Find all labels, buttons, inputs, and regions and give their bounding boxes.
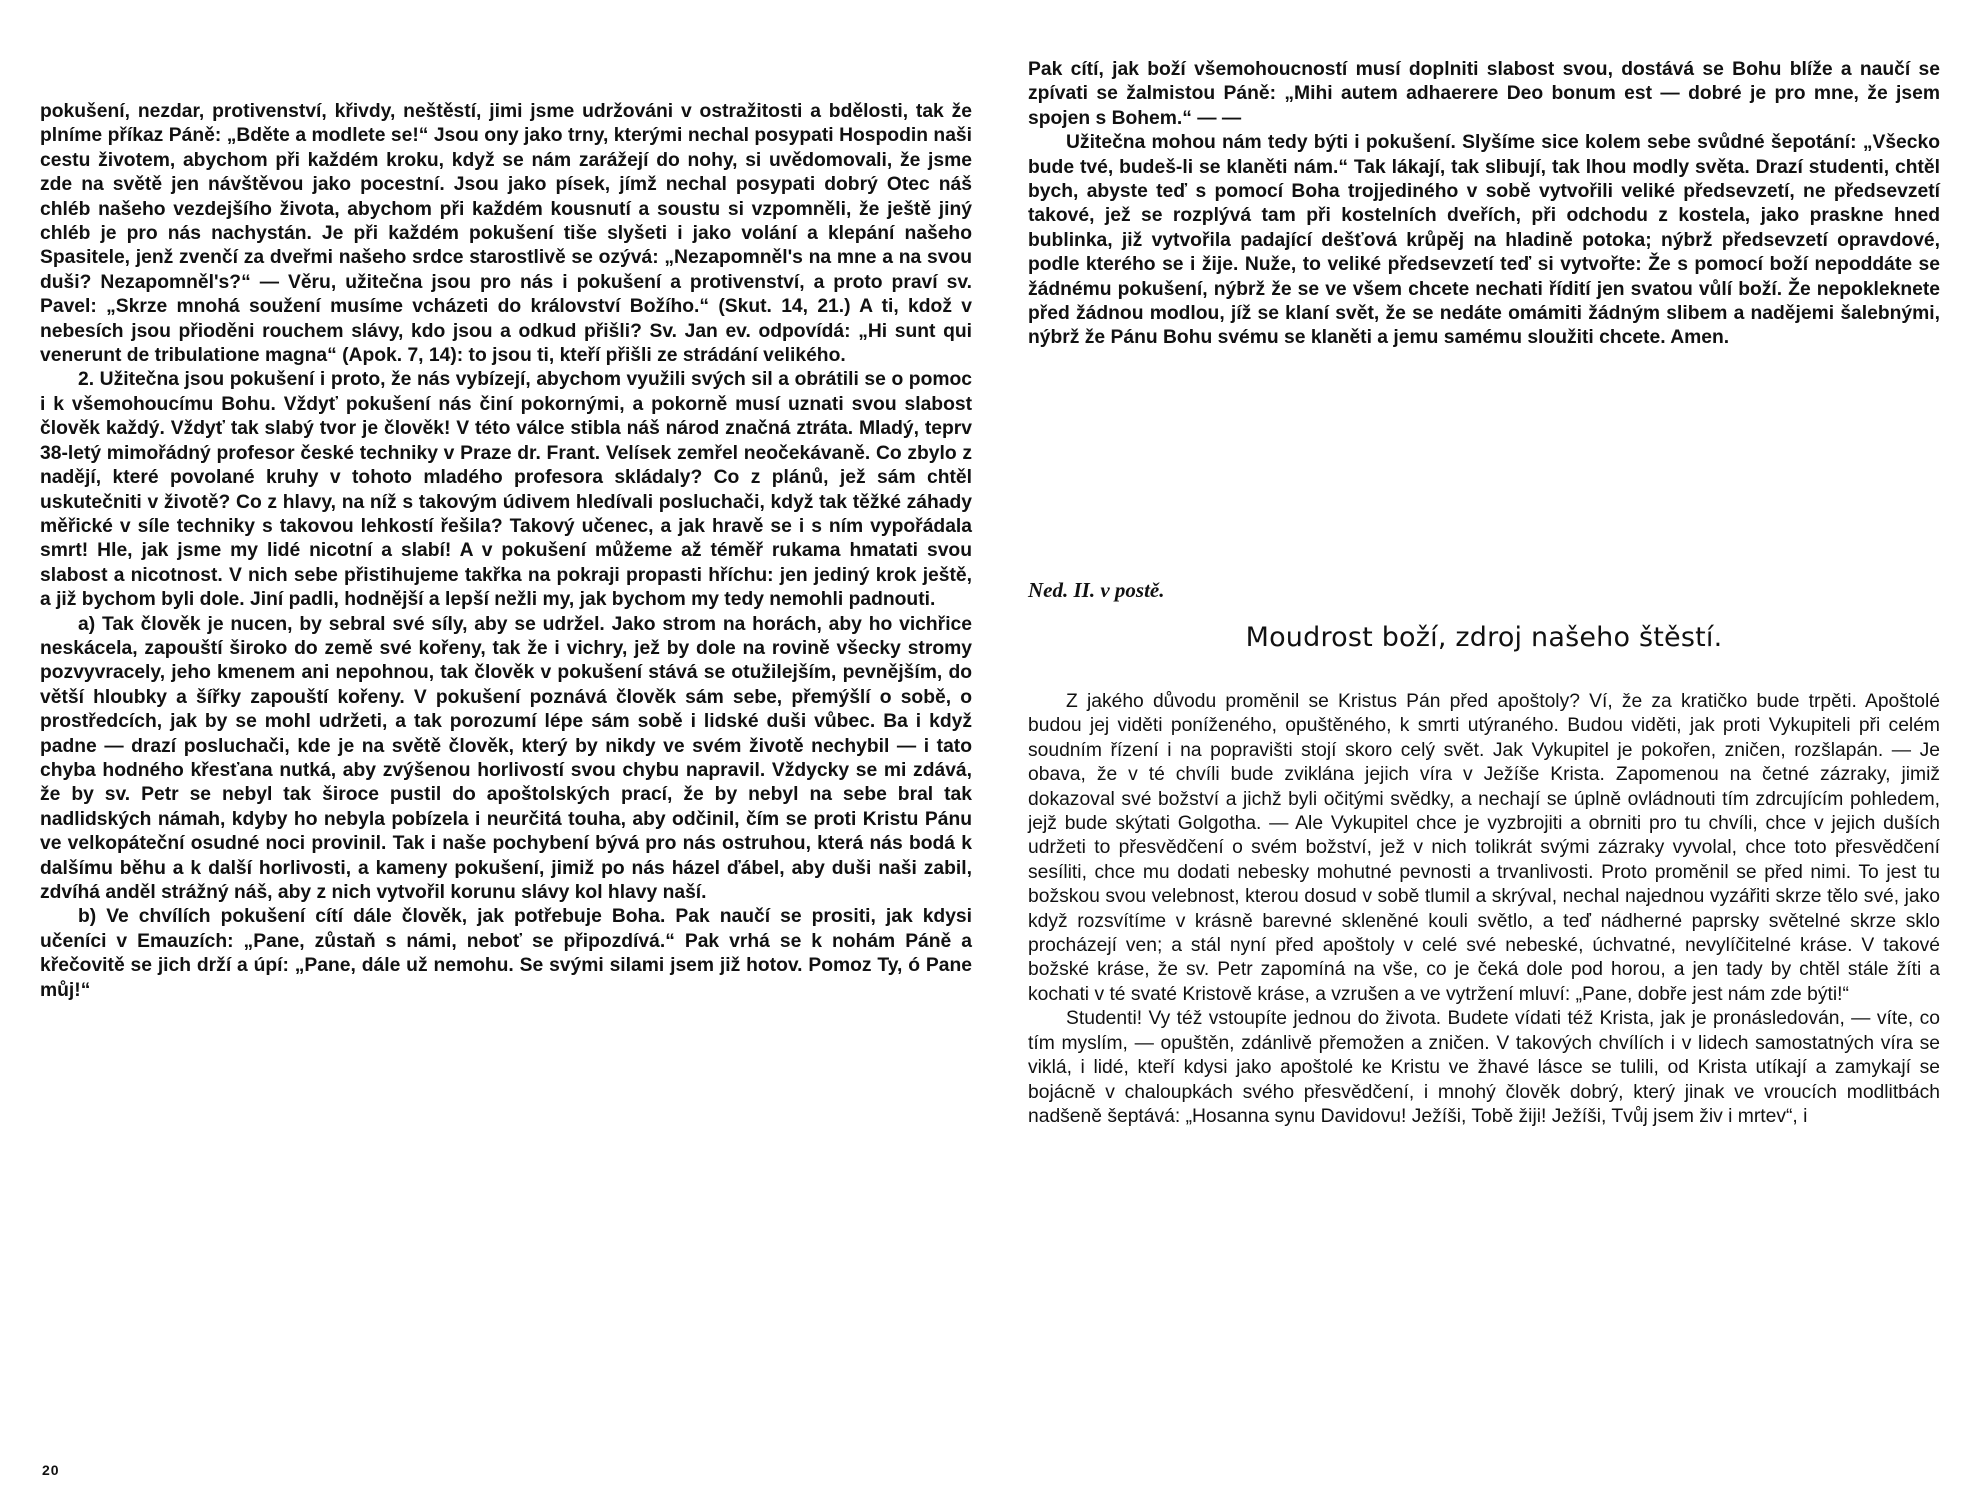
section-label: Ned. II. v postě. [1028,578,1165,602]
left-paragraph-3: a) Tak člověk je nucen, by sebral své síly, aby se udržel. Jako strom na horách, aby ho vichřice neskácela, zapouští široko do země své kořeny, tak že i vichry, jež by dole na rovině všecky stromy pozvyvracely, jeho kmenem ani nepohnou, tak člověk v pokušení stává se otužilejším, pevnějším, do větší hloubky a šířky zapouští kořeny. V pokušení poznává člověk sám sebe, přemýšlí o sobě, o prostředcích, jak by se mohl udržeti, a tak porozumí lépe sám sobě i lidské duši vůbec. Ba i když padne — drazí posluchači, kde je na světě člověk, který by nikdy ve svém životě nechybil — i tato chyba hodného křesťana nutká, aby zvýšenou horlivostí svou chybu napravil. Vždycky se mi zdává, že by sv. Petr se nebyl tak široce pustil do apoštolských prací, že by nebyl na sebe bral tak nadlidských námah, kdyby ho nebyla pobízela i neurčitá touha, aby odčinil, čím se proti Kristu Pánu ve velkopáteční osudné noci provinil. Tak i naše pochybení bývá pro nás ostruhou, která nás bodá k dalšímu běhu a k další horlivosti, a kameny pokušení, jimiž po nás házel ďábel, aby duši naši zabil, zdvíhá anděl strážný náš, aby z nich vytvořil korunu slávy kol hlavy naší. [40,613,972,903]
right-page [1000,0,1978,1500]
sermon-body [1028,690,1940,1129]
sermon-paragraph-1: Z jakého důvodu proměnil se Kristus Pán před apoštoly? Ví, že za kratičko bude trpěti. Apoštolé budou jej viděti poníženého, opuštěného, k smrti utýraného. Budou viděti, jak proti Vykupiteli při celém soudním řízení i na popravišti stojí skoro celý svět. Jak Vykupitel je pokořen, zničen, rozšlapán. — Je obava, že v té chvíli bude zviklána jejich víra v Ježíše Krista. Zapomenou na četné zázraky, jimiž dokazoval své božství a jichž byli očitými svědky, a nechají se úplně ovládnouti tím zdrcujícím pohledem, jejž bude skýtati Golgotha. — Ale Vykupitel chce je vyzbrojiti a obrniti pro tu chvíli, chce v jejich duších udržeti to přesvědčení o svém božství, jež v nich tolikrát svými zázraky vyvolal, chce toto přesvědčení sesíliti, chce mu dodati nebesky mohutné pevnosti a trvanlivosti. Proto proměnil se před nimi. To jest tu božskou svou velebnost, kterou dosud v sobě tlumil a skrýval, nechal najednou vyzářiti skrze tělo své, jako když rozsvítíme v krásně barevné skleněné kouli světlo, a teď nádherné paprsky světelné skrze sklo procházejí ven; a stál nyní před apoštoly v celé své nebeské, úchvatné, nevylíčitelné kráse. V takové božské kráse, že sv. Petr zapomíná na vše, co je čeká dole pod horou, a jen tady by chtěl stále žíti a kochati v té svaté Kristově kráse, a vzrušen a ve vytržení mluví: „Pane, dobře jest nám zde býti!“ [1028,691,1940,1005]
left-paragraph-1: pokušení, nezdar, protivenství, křivdy, neštěstí, jimi jsme udržováni v ostražitosti a bdělosti, tak že plníme příkaz Páně: „Bděte a modlete se!“ Jsou ony jako trny, kterými nechal posypati Hospodin naši cestu životem, abychom při každém kroku, když se nám zarážejí do nohy, si uvědomovali, že jsme zde na světě jen návštěvou jako pocestní. Jsou jako písek, jímž nechal posypati dobrý Otec náš chléb našeho vezdejšího života, abychom při každém kousnutí a soustu si vzpomněli, že ještě jiný chléb je pro nás nachystán. Je při každém pokušení tiše slyšeti i jako volání a klepání našeho Spasitele, jenž zvenčí za dveřmi našeho srdce starostlivě se ozývá: „Nezapomněl's na mne a na svou duši? Nezapomněl's?“ — Věru, užitečna jsou pro nás i pokušení a protivenství, a proto praví sv. Pavel: „Skrze mnohá soužení musíme vcházeti do království Božího.“ (Skut. 14, 21.) A ti, kdož v nebesích jsou přioděni rouchem slávy, kdo jsou a odkud přišli? Sv. Jan ev. odpovídá: „Hi sunt qui venerunt de tribulatione magna“ (Apok. 7, 14): to jsou ti, kteří přišli ze strádání velikého. [40,101,972,367]
page-number: 20 [42,1462,60,1478]
left-paragraph-2: 2. Užitečna jsou pokušení i proto, že nás vybízejí, abychom využili svých sil a obrátili se o pomoc i k všemohoucímu Bohu. Vždyť pokušení nás činí pokornými, a pokorně musí uznati svou slabost člověk každý. Vždyť tak slabý tvor je člověk! V této válce stibla náš národ značná ztráta. Mladý, teprv 38-letý mimořádný profesor české techniky v Praze dr. Frant. Velísek zemřel neočekávaně. Co zbylo z nadějí, které povolané kruhy v tohoto mladého profesora skládaly? Co z plánů, jež sám chtěl uskutečniti v životě? Co z hlavy, na níž s takovým údivem hledívali posluchači, když tak těžké záhady měřické v síle techniky s takovou lehkostí řešila? Takový učenec, a jak hravě se i s ním vypořádala smrt! Hle, jak jsme my lidé nicotní a slabí! A v pokušení můžeme až téměř rukama hmatati svou slabost a nicotnost. V nich sebe přistihujeme takřka na pokraji propasti hříchu: jen jediný krok ještě, a již bychom byli dole. Jiní padli, hodnější a lepší nežli my, jak bychom my tedy nemohli padnouti. [40,369,972,611]
right-paragraph-2: Užitečna mohou nám tedy býti i pokušení. Slyšíme sice kolem sebe svůdné šepotání: „Všecko bude tvé, budeš-li se klaněti nám.“ Tak lákají, tak slibují, tak lhou modly světa. Drazí studenti, chtěl bych, abyste teď s pomocí Boha trojjediného v sobě vytvořili veliké předsevzetí, ne předsevzetí takové, jež se rozplývá tam při kostelních dveřích, při odchodu z kostela, jako praskne hned bublinka, již vytvořila padající dešťová krůpěj na hladině potoka; nýbrž předsevzetí opravdové, podle kterého se i žije. Nuže, to veliké předsevzetí teď si vytvořte: Že s pomocí boží nepoddáte se žádnému pokušení, nýbrž že se ve všem chcete nechati řídití jen svatou vůlí boží. Že nepokleknete před žádnou modlou, jíž se klaní svět, že se nedáte omámiti žádným slibem a nadějemi šalebnými, nýbrž že Pánu Bohu svému se klaněti a jemu samému sloužiti chcete. Amen. [1028,132,1940,349]
sermon-paragraph-2: Studenti! Vy též vstoupíte jednou do života. Budete vídati též Krista, jak je pronásledován, — víte, co tím myslím, — opuštěn, zdánlivě přemožen a zničen. V takových chvílích i v lidech samostatných víra se viklá, i lidé, kteří kdysi jako apoštolé ke Kristu ve žhavé lásce se tulili, od Krista utíkají a zamykají se bojácně v chaloupkách svého přesvědčení, i mnohý člověk dobrý, který jinak ve vroucích modlitbách nadšeně šeptává: „Hosanna synu Davidovu! Ježíši, Tobě žiji! Ježíši, Tvůj jsem živ i mrtev“, i [1028,1008,1940,1127]
right-paragraph-1: Pak cítí, jak boží všemohoucností musí doplniti slabost svou, dostává se Bohu blíže a naučí se zpívati se žalmistou Páně: „Mihi autem adhaerere Deo bonum est — dobré je pro mne, že jsem spojen s Bohem.“ — — [1028,59,1940,129]
sermon-title: Moudrost boží, zdroj našeho štěstí. [1245,622,1723,653]
left-paragraph-4: b) Ve chvílích pokušení cítí dále člověk, jak potřebuje Boha. Pak naučí se prositi, jak kdysi učeníci v Emauzích: „Pane, zůstaň s námi, neboť se připozdívá.“ Pak vrhá se k nohám Páně a křečovitě se jich drží a úpí: „Pane, dále už nemohu. Se svými silami jsem již hotov. Pomoz Ty, ó Pane můj!“ [40,906,972,1001]
